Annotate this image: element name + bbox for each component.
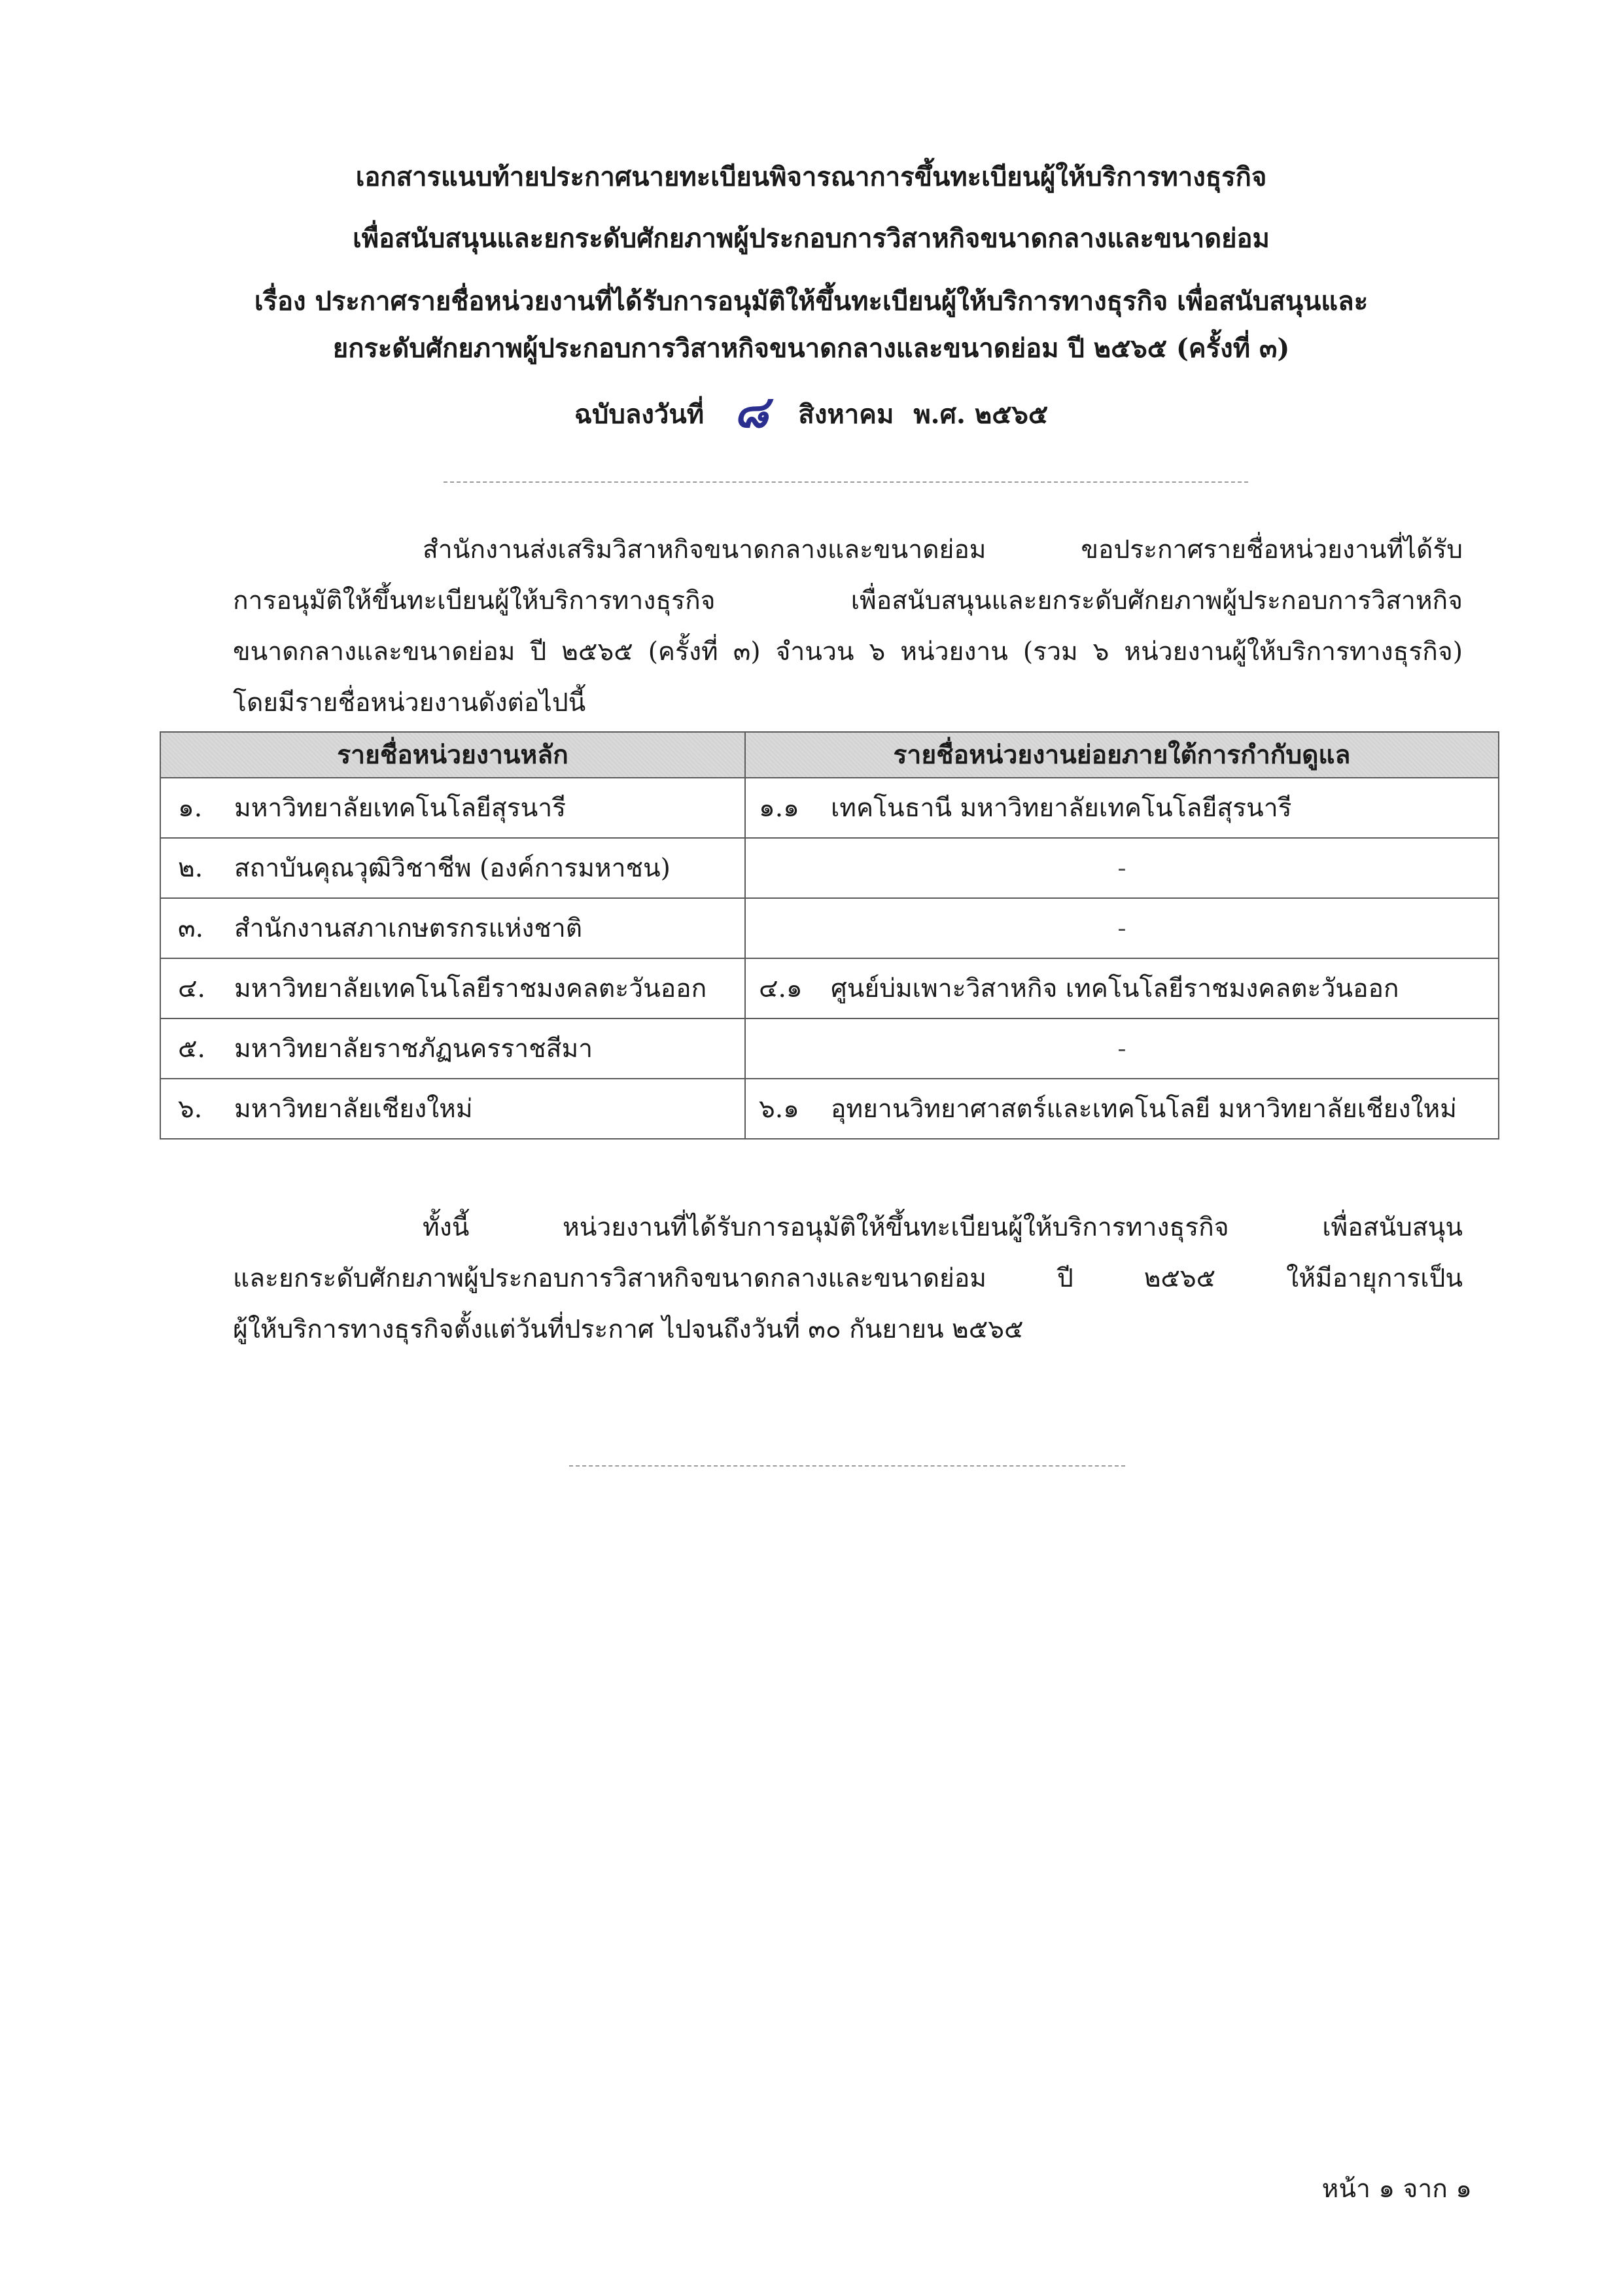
table-row xyxy=(160,1079,1499,1139)
main-unit-cell xyxy=(160,958,745,1018)
main-unit-name: มหาวิทยาลัยราชภัฏนครราชสีมา xyxy=(234,1034,593,1064)
table-header-row xyxy=(160,732,1499,778)
header-sub-units: รายชื่อหน่วยงานย่อยภายใต้การกำกับดูแล xyxy=(745,732,1499,778)
sub-unit-name: - xyxy=(1117,853,1126,883)
main-unit-name: มหาวิทยาลัยเทคโนโลยีสุรนารี xyxy=(234,793,567,823)
main-unit-cell xyxy=(160,898,745,958)
dashed-divider xyxy=(569,1465,1125,1467)
main-unit-name: มหาวิทยาลัยเทคโนโลยีราชมงคลตะวันออก xyxy=(234,974,707,1003)
sub-unit-cell xyxy=(745,958,1499,1018)
sub-unit-name: - xyxy=(1117,1034,1126,1064)
table-row xyxy=(160,838,1499,898)
row-number: ๒. xyxy=(178,854,203,883)
table-row xyxy=(160,778,1499,838)
sub-unit-name: เทคโนธานี มหาวิทยาลัยเทคโนโลยีสุรนารี xyxy=(830,793,1292,823)
main-unit-name: สถาบันคุณวุฒิวิชาชีพ (องค์การมหาชน) xyxy=(234,854,671,883)
sub-unit-cell xyxy=(745,898,1499,958)
page-number: หน้า ๑ จาก ๑ xyxy=(1321,2174,1472,2204)
closing-line: ผู้ให้บริการทางธุรกิจตั้งแต่วันที่ประกาศ ไปจนถึงวันที่ ๓๐ กันยายน ๒๕๖๕ xyxy=(233,1315,1024,1344)
subject-line-1: เรื่อง ประกาศรายชื่อหน่วยงานที่ได้รับการอนุมัติให้ขึ้นทะเบียนผู้ให้บริการทางธุรกิจ เพื่อสนับสนุนและ xyxy=(254,286,1369,317)
row-number: ๖. xyxy=(178,1094,203,1124)
closing-line: และยกระดับศักยภาพผู้ประกอบการวิสาหกิจขนาดกลางและขนาดย่อม ปี ๒๕๖๕ ให้มีอายุการเป็น xyxy=(233,1264,1463,1293)
heading-line-1: เอกสารแนบท้ายประกาศนายทะเบียนพิจารณาการขึ้นทะเบียนผู้ให้บริการทางธุรกิจ xyxy=(355,162,1267,192)
sub-unit-cell xyxy=(745,1018,1499,1079)
main-unit-name: สำนักงานสภาเกษตรกรแห่งชาติ xyxy=(234,914,583,943)
closing-line: ทั้งนี้ หน่วยงานที่ได้รับการอนุมัติให้ขึ้นทะเบียนผู้ให้บริการทางธุรกิจ เพื่อสนับสนุน xyxy=(423,1213,1463,1242)
heading-line-2: เพื่อสนับสนุนและยกระดับศักยภาพผู้ประกอบการวิสาหกิจขนาดกลางและขนาดย่อม xyxy=(353,223,1270,254)
subject-line-2: ยกระดับศักยภาพผู้ประกอบการวิสาหกิจขนาดกลางและขนาดย่อม ปี ๒๕๖๕ (ครั้งที่ ๓) xyxy=(332,333,1290,364)
closing-paragraph xyxy=(233,1202,1463,1355)
table-row xyxy=(160,958,1499,1018)
main-unit-cell xyxy=(160,838,745,898)
date-prefix: ฉบับลงวันที่ xyxy=(574,399,705,430)
table-row xyxy=(160,898,1499,958)
sub-unit-cell xyxy=(745,838,1499,898)
issue-date xyxy=(164,386,1459,438)
date-month: สิงหาคม xyxy=(798,399,894,430)
main-unit-name: มหาวิทยาลัยเชียงใหม่ xyxy=(234,1094,473,1124)
header-main-units: รายชื่อหน่วยงานหลัก xyxy=(160,732,745,778)
main-unit-cell xyxy=(160,1018,745,1079)
sub-unit-number: ๖.๑ xyxy=(758,1094,799,1124)
units-table xyxy=(160,731,1499,1139)
handwritten-day: ๘ xyxy=(734,386,769,438)
intro-line: สำนักงานส่งเสริมวิสาหกิจขนาดกลางและขนาดย่อม ขอประกาศรายชื่อหน่วยงานที่ได้รับ xyxy=(423,535,1463,565)
main-unit-cell xyxy=(160,1079,745,1139)
table-row xyxy=(160,1018,1499,1079)
date-year: ๒๕๖๕ xyxy=(974,399,1049,430)
intro-line: โดยมีรายชื่อหน่วยงานดังต่อไปนี้ xyxy=(233,688,586,718)
intro-line: การอนุมัติให้ขึ้นทะเบียนผู้ให้บริการทางธุรกิจ เพื่อสนับสนุนและยกระดับศักยภาพผู้ประกอบการวิสาหกิจ xyxy=(233,586,1463,616)
main-unit-cell xyxy=(160,778,745,838)
dashed-divider xyxy=(444,481,1248,483)
sub-unit-cell xyxy=(745,1079,1499,1139)
sub-unit-number: ๔.๑ xyxy=(758,974,803,1003)
sub-unit-name: อุทยานวิทยาศาสตร์และเทคโนโลยี มหาวิทยาลัยเชียงใหม่ xyxy=(830,1094,1457,1124)
intro-paragraph xyxy=(233,525,1463,729)
row-number: ๔. xyxy=(178,974,205,1003)
row-number: ๓. xyxy=(178,914,204,943)
row-number: ๕. xyxy=(178,1034,205,1064)
sub-unit-number: ๑.๑ xyxy=(758,793,799,823)
row-number: ๑. xyxy=(178,793,203,823)
sub-unit-name: - xyxy=(1117,913,1126,943)
sub-unit-cell xyxy=(745,778,1499,838)
intro-line: ขนาดกลางและขนาดย่อม ปี ๒๕๖๕ (ครั้งที่ ๓) จำนวน ๖ หน่วยงาน (รวม ๖ หน่วยงานผู้ให้บริการทางธุรกิจ) xyxy=(233,637,1463,667)
sub-unit-name: ศูนย์บ่มเพาะวิสาหกิจ เทคโนโลยีราชมงคลตะวันออก xyxy=(830,974,1399,1003)
date-era: พ.ศ. xyxy=(913,399,966,430)
